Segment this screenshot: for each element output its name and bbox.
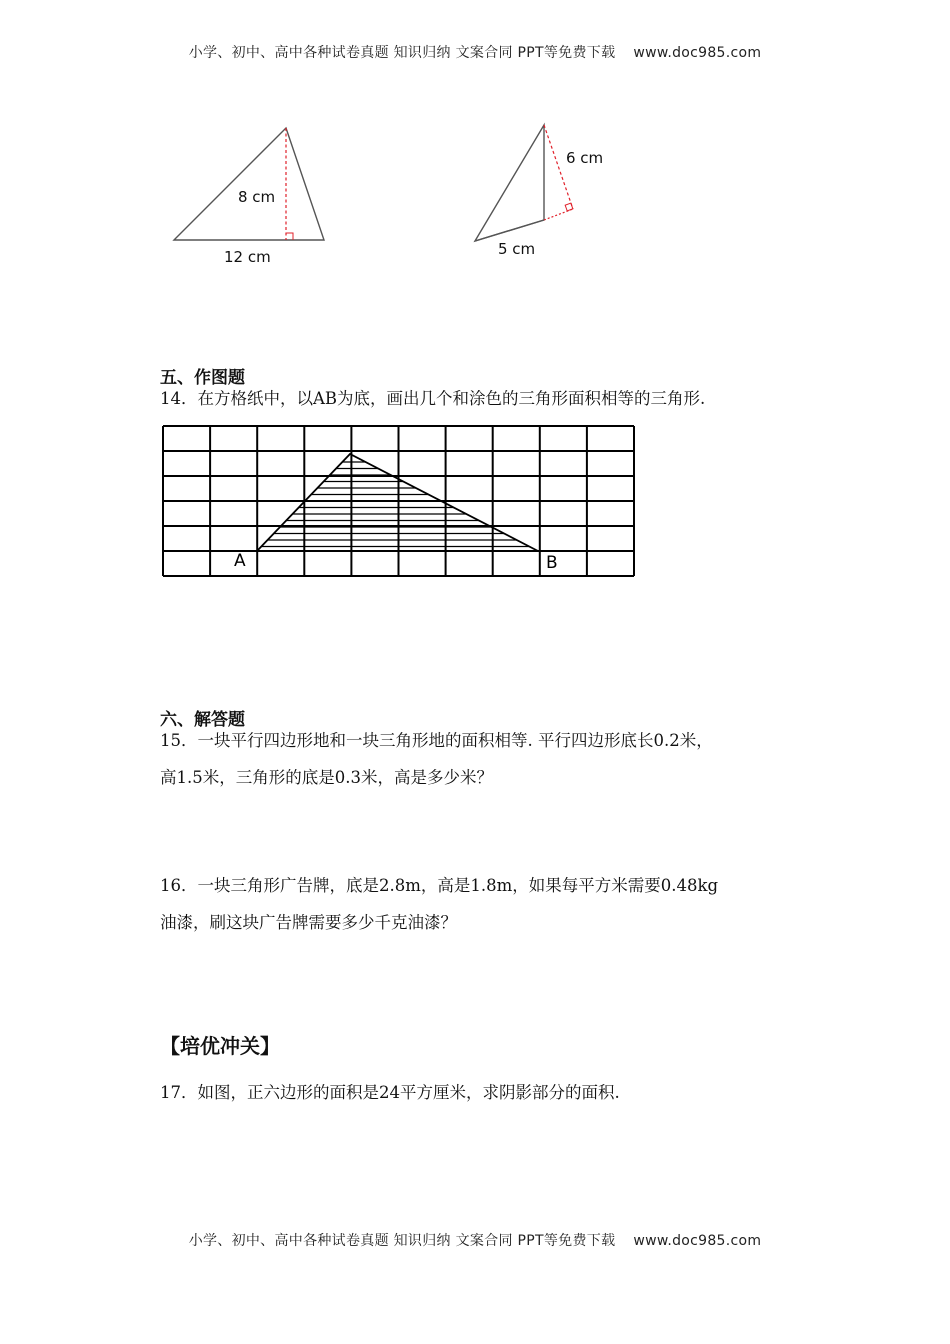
- triangle-1-base-label: 12 cm: [224, 248, 271, 266]
- triangle-1-height-label: 8 cm: [238, 188, 276, 206]
- triangle-2-base-label: 5 cm: [498, 240, 536, 258]
- point-a-label: A: [234, 551, 246, 571]
- right-angle-mark-1: [286, 233, 293, 240]
- footer-site: www.doc985.com: [633, 1233, 762, 1249]
- question-14: 14．在方格纸中，以AB为底，画出几个和涂色的三角形面积相等的三角形.: [160, 389, 706, 408]
- header-site: www.doc985.com: [633, 45, 762, 61]
- question-16-line-2: 油漆，刷这块广告牌需要多少千克油漆？: [160, 913, 457, 932]
- question-16-line-1: 16．一块三角形广告牌，底是2.8m，高是1.8m，如果每平方米需要0.48kg: [160, 876, 719, 895]
- right-angle-mark-2: [565, 203, 573, 211]
- peiyou-title: 【培优冲关】: [160, 1034, 280, 1058]
- footer-text: 小学、初中、高中各种试卷真题 知识归纳 文案合同 PPT等免费下载: [188, 1233, 616, 1249]
- triangle-1-outline: [174, 128, 324, 240]
- section-5-title: 五、作图题: [160, 368, 245, 388]
- triangle-2-height-line: [544, 125, 573, 209]
- question-17: 17．如图，正六边形的面积是24平方厘米，求阴影部分的面积.: [160, 1083, 620, 1102]
- page-footer: [0, 1230, 950, 1250]
- section-6-title: 六、解答题: [160, 710, 245, 730]
- grid-figure: [160, 423, 640, 580]
- question-15-line-2: 高1.5米，三角形的底是0.3米，高是多少米？: [160, 768, 493, 787]
- triangle-2-height-label: 6 cm: [566, 149, 604, 167]
- question-15-line-1: 15．一块平行四边形地和一块三角形地的面积相等. 平行四边形底长0.2米，: [160, 731, 713, 750]
- point-b-label: B: [546, 553, 558, 573]
- header-text: 小学、初中、高中各种试卷真题 知识归纳 文案合同 PPT等免费下载: [188, 45, 616, 61]
- triangle-figure-1: [160, 115, 350, 275]
- page-header: [0, 42, 950, 62]
- triangle-figure-2: [460, 115, 630, 265]
